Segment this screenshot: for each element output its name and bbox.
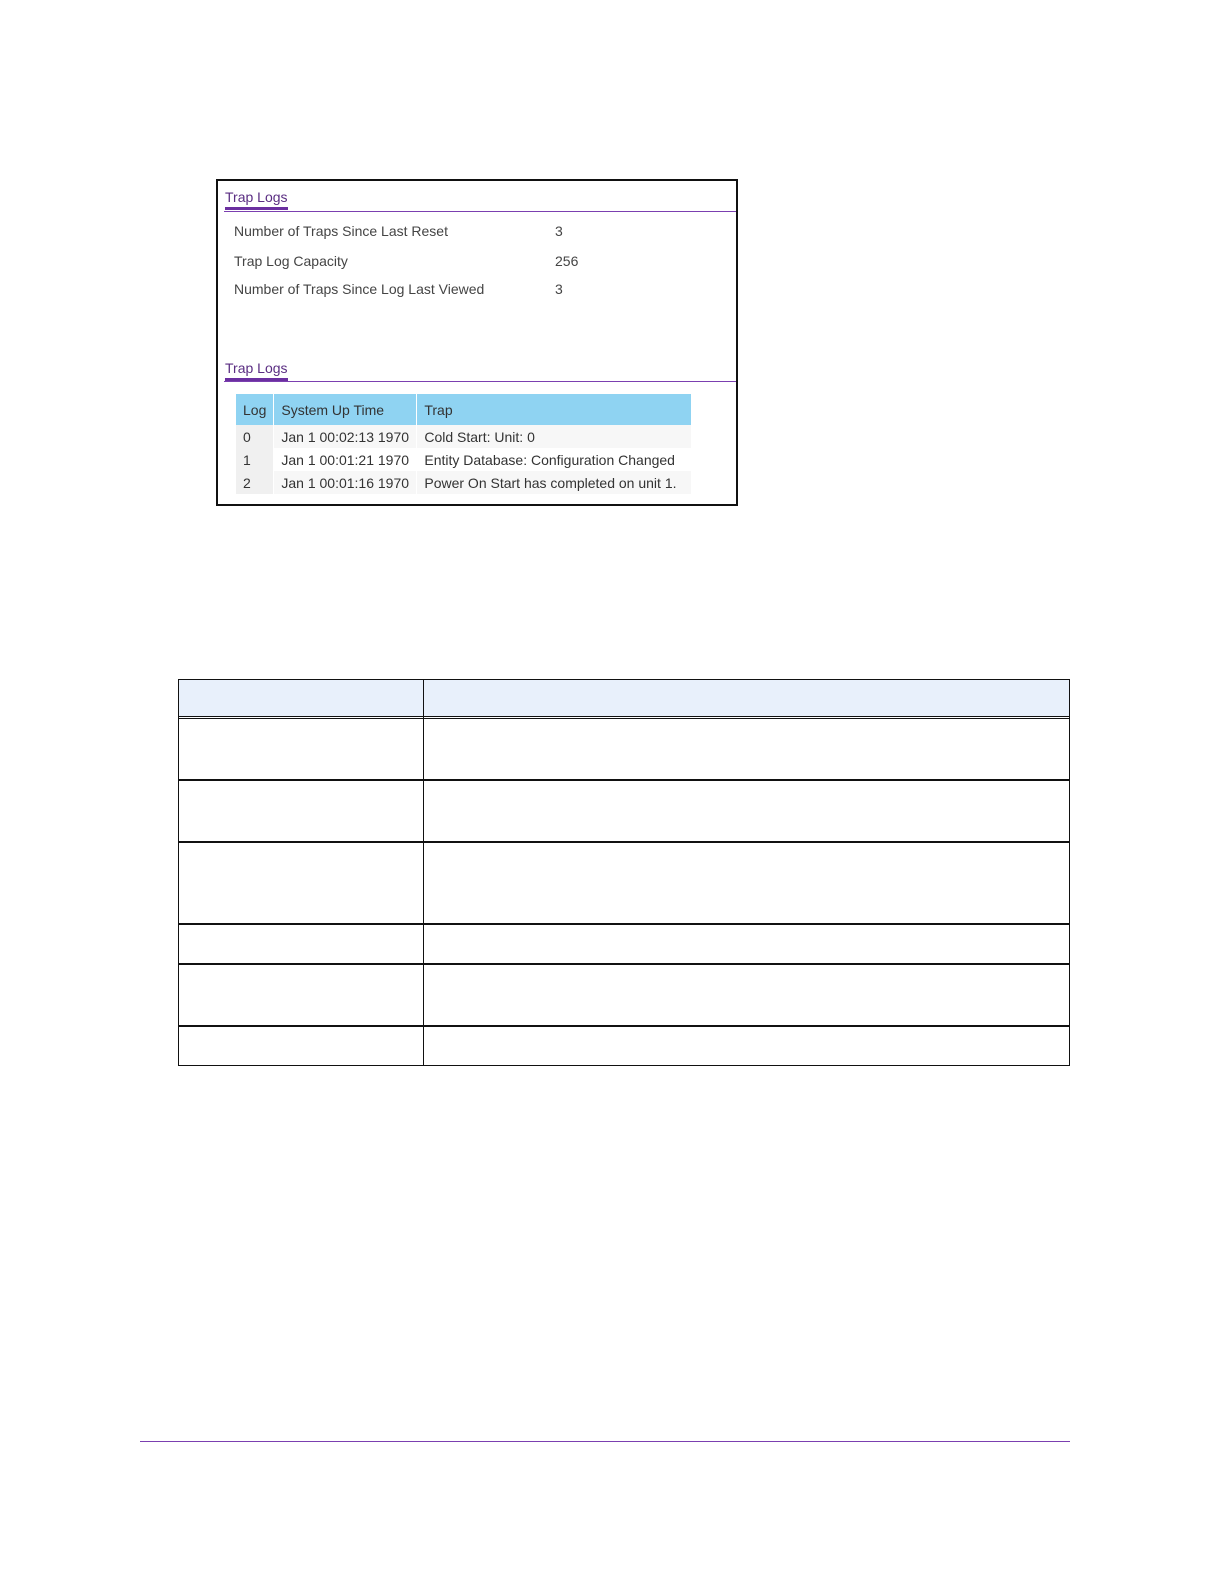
column-header-log[interactable]: Log: [236, 394, 274, 425]
summary-value: 256: [555, 253, 579, 269]
table-row: [236, 425, 692, 448]
log-index: 1: [236, 448, 274, 471]
table-section-title: Trap Logs: [225, 360, 288, 381]
row-divider: [178, 779, 1070, 781]
log-index: 2: [236, 471, 274, 494]
trap-message: Cold Start: Unit: 0: [417, 425, 692, 448]
summary-label: Trap Log Capacity: [234, 253, 348, 269]
section-divider: [224, 211, 736, 212]
trap-log-table: [236, 394, 692, 494]
row-divider: [178, 963, 1070, 965]
column-header-system-up-time[interactable]: System Up Time: [274, 394, 417, 425]
trap-logs-screenshot: [216, 179, 738, 506]
row-divider: [178, 1025, 1070, 1027]
trap-message: Power On Start has completed on unit 1.: [417, 471, 692, 494]
system-up-time: Jan 1 00:01:21 1970: [274, 448, 417, 471]
system-up-time: Jan 1 00:02:13 1970: [274, 425, 417, 448]
column-divider: [423, 679, 424, 1066]
row-divider: [178, 923, 1070, 925]
table-row: [236, 448, 692, 471]
summary-label: Number of Traps Since Log Last Viewed: [234, 281, 485, 297]
description-table: [178, 679, 1070, 1066]
summary-section-title: Trap Logs: [225, 189, 288, 210]
system-up-time: Jan 1 00:01:16 1970: [274, 471, 417, 494]
summary-label: Number of Traps Since Last Reset: [234, 223, 448, 239]
table-row: [236, 471, 692, 494]
table-border: [178, 679, 1070, 1066]
column-header-trap[interactable]: Trap: [417, 394, 692, 425]
summary-value: 3: [555, 223, 563, 239]
section-divider: [224, 381, 736, 382]
log-index: 0: [236, 425, 274, 448]
row-divider: [178, 841, 1070, 843]
trap-message: Entity Database: Configuration Changed: [417, 448, 692, 471]
footer-rule: [140, 1441, 1070, 1442]
summary-value: 3: [555, 281, 563, 297]
